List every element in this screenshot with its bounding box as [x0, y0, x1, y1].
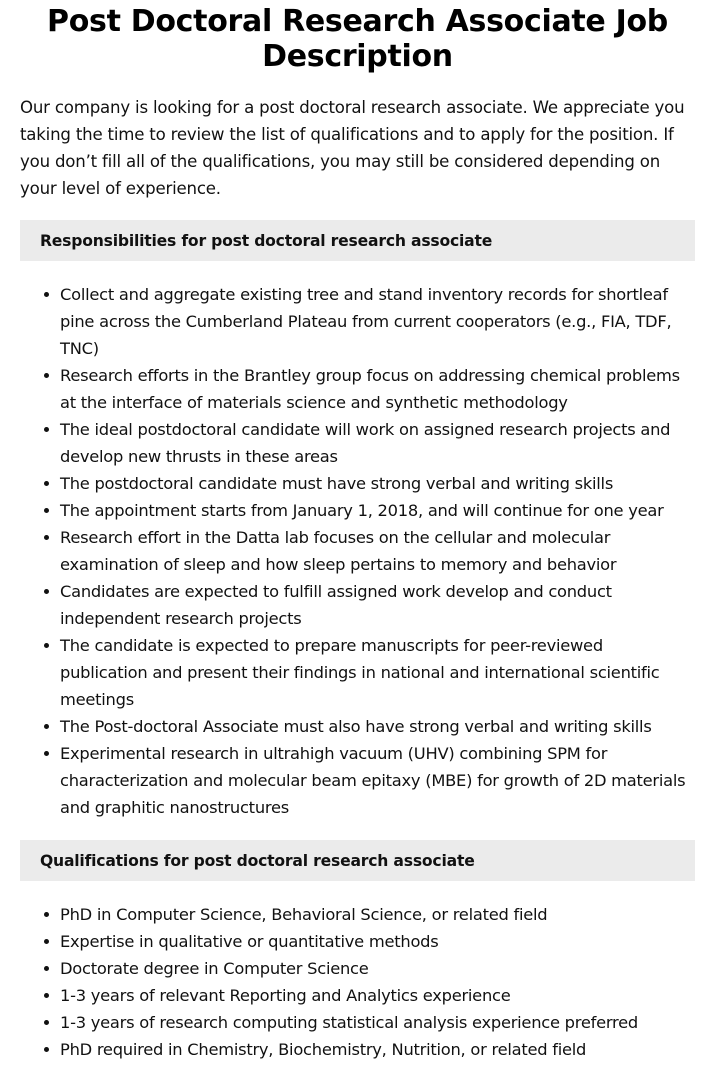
responsibility-item: Collect and aggregate existing tree and stand inventory records for shortleaf pine across the Cumberland Plateau from current cooperators (e.g., FIA, TDF, TNC)	[60, 281, 695, 362]
intro-paragraph: Our company is looking for a post doctoral research associate. We appreciate you taking the time to review the list of qualifications and to apply for the position. If you don’t fill all of the qualifications, you may still be considered depending on your level of experience.	[20, 98, 685, 198]
qualification-item: PhD required in Chemistry, Biochemistry, Nutrition, or related field	[60, 1036, 695, 1063]
qualifications-heading: Qualifications for post doctoral research associate	[20, 840, 695, 881]
qualifications-list	[20, 901, 695, 1063]
responsibility-item: Experimental research in ultrahigh vacuum (UHV) combining SPM for characterization and molecular beam epitaxy (MBE) for growth of 2D materials and graphitic nanostructures	[60, 740, 695, 821]
responsibility-item: Research effort in the Datta lab focuses on the cellular and molecular examination of sleep and how sleep pertains to memory and behavior	[60, 524, 695, 578]
responsibilities-heading: Responsibilities for post doctoral research associate	[20, 220, 695, 261]
qualification-item: 1-3 years of relevant Reporting and Analytics experience	[60, 982, 695, 1009]
page-title: Post Doctoral Research Associate Job Description	[47, 4, 668, 74]
qualification-item: Doctorate degree in Computer Science	[60, 955, 695, 982]
qualification-item: 1-3 years of research computing statistical analysis experience preferred	[60, 1009, 695, 1036]
responsibility-item: The candidate is expected to prepare manuscripts for peer-reviewed publication and present their findings in national and international scientific meetings	[60, 632, 695, 713]
qualification-item: PhD in Computer Science, Behavioral Science, or related field	[60, 901, 695, 928]
responsibility-item: The appointment starts from January 1, 2018, and will continue for one year	[60, 497, 695, 524]
responsibility-item: The Post-doctoral Associate must also have strong verbal and writing skills	[60, 713, 695, 740]
responsibility-item: Research efforts in the Brantley group focus on addressing chemical problems at the interface of materials science and synthetic methodology	[60, 362, 695, 416]
responsibility-item: The postdoctoral candidate must have strong verbal and writing skills	[60, 470, 695, 497]
qualification-item: Expertise in qualitative or quantitative methods	[60, 928, 695, 955]
responsibilities-list	[20, 281, 695, 821]
responsibility-item: The ideal postdoctoral candidate will work on assigned research projects and develop new thrusts in these areas	[60, 416, 695, 470]
responsibility-item: Candidates are expected to fulfill assigned work develop and conduct independent research projects	[60, 578, 695, 632]
